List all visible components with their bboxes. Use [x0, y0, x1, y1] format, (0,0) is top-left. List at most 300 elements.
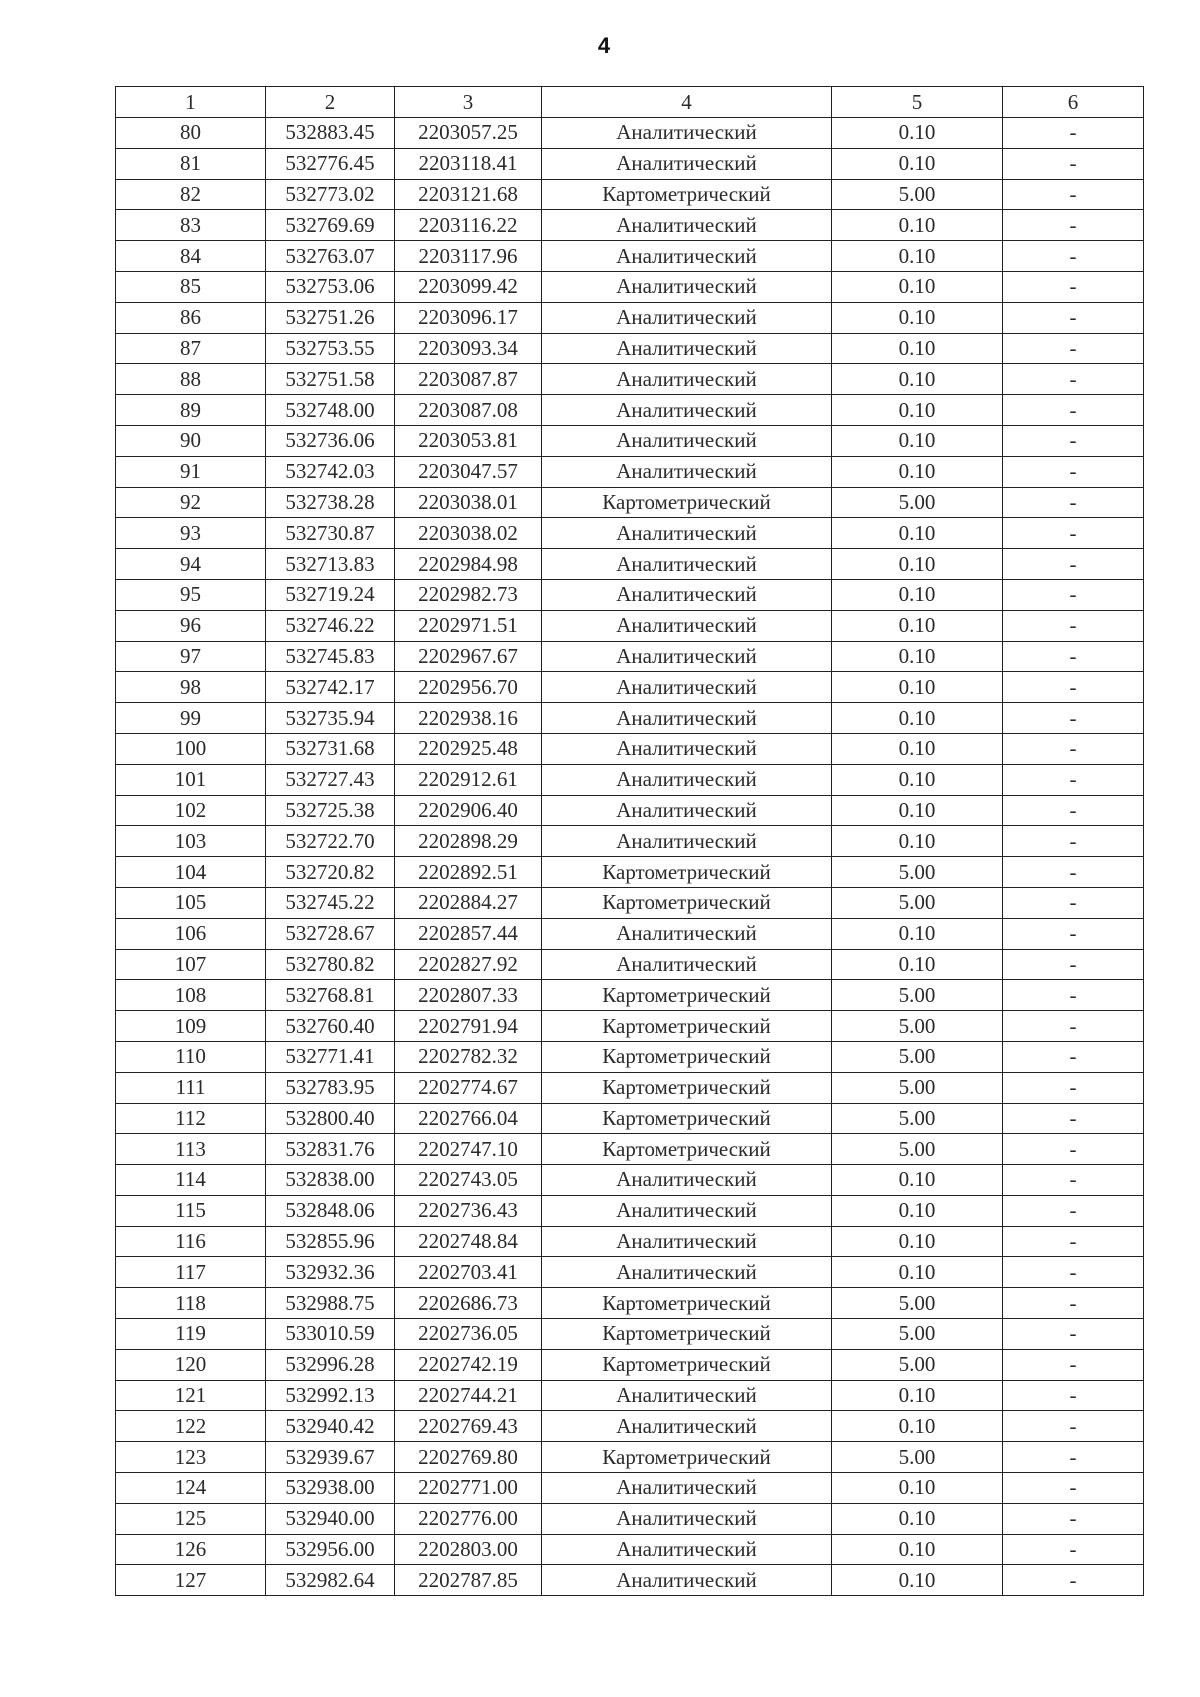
table-row: [116, 364, 1144, 395]
note-cell: -: [1003, 1503, 1144, 1534]
accuracy-cell: 0.10: [832, 364, 1003, 395]
accuracy-cell: 0.10: [832, 610, 1003, 641]
point-number-cell: 80: [116, 118, 266, 149]
table-row: [116, 302, 1144, 333]
x-coordinate-cell: 532940.00: [266, 1503, 395, 1534]
accuracy-cell: 5.00: [832, 487, 1003, 518]
x-coordinate-cell: 532760.40: [266, 1011, 395, 1042]
x-coordinate-cell: 532751.26: [266, 302, 395, 333]
x-coordinate-cell: 532992.13: [266, 1380, 395, 1411]
table-row: [116, 1041, 1144, 1072]
point-number-cell: 115: [116, 1195, 266, 1226]
table-body: [116, 118, 1144, 1596]
method-cell: Аналитический: [542, 549, 832, 580]
method-cell: Аналитический: [542, 1503, 832, 1534]
note-cell: -: [1003, 1165, 1144, 1196]
y-coordinate-cell: 2203121.68: [395, 179, 542, 210]
point-number-cell: 123: [116, 1442, 266, 1473]
y-coordinate-cell: 2202912.61: [395, 764, 542, 795]
point-number-cell: 89: [116, 395, 266, 426]
accuracy-cell: 5.00: [832, 1041, 1003, 1072]
method-cell: Аналитический: [542, 610, 832, 641]
note-cell: -: [1003, 641, 1144, 672]
y-coordinate-cell: 2202925.48: [395, 733, 542, 764]
x-coordinate-cell: 532771.41: [266, 1041, 395, 1072]
y-coordinate-cell: 2202743.05: [395, 1165, 542, 1196]
table-row: [116, 1134, 1144, 1165]
accuracy-cell: 0.10: [832, 641, 1003, 672]
point-number-cell: 101: [116, 764, 266, 795]
method-cell: Аналитический: [542, 210, 832, 241]
table-row: [116, 1288, 1144, 1319]
y-coordinate-cell: 2203047.57: [395, 456, 542, 487]
x-coordinate-cell: 533010.59: [266, 1319, 395, 1350]
x-coordinate-cell: 532855.96: [266, 1226, 395, 1257]
table-row: [116, 641, 1144, 672]
table-row: [116, 549, 1144, 580]
note-cell: -: [1003, 395, 1144, 426]
point-number-cell: 113: [116, 1134, 266, 1165]
table-row: [116, 1226, 1144, 1257]
x-coordinate-cell: 532751.58: [266, 364, 395, 395]
note-cell: -: [1003, 364, 1144, 395]
note-cell: -: [1003, 1442, 1144, 1473]
y-coordinate-cell: 2202686.73: [395, 1288, 542, 1319]
accuracy-cell: 0.10: [832, 1411, 1003, 1442]
method-cell: Аналитический: [542, 1257, 832, 1288]
point-number-cell: 92: [116, 487, 266, 518]
table-row: [116, 610, 1144, 641]
y-coordinate-cell: 2203038.01: [395, 487, 542, 518]
x-coordinate-cell: 532728.67: [266, 918, 395, 949]
note-cell: -: [1003, 703, 1144, 734]
method-cell: Картометрический: [542, 1134, 832, 1165]
note-cell: -: [1003, 857, 1144, 888]
point-number-cell: 95: [116, 579, 266, 610]
table-row: [116, 271, 1144, 302]
point-number-cell: 108: [116, 980, 266, 1011]
accuracy-cell: 5.00: [832, 1011, 1003, 1042]
method-cell: Аналитический: [542, 1411, 832, 1442]
accuracy-cell: 5.00: [832, 1103, 1003, 1134]
note-cell: -: [1003, 1103, 1144, 1134]
column-header: 3: [395, 87, 542, 118]
point-number-cell: 116: [116, 1226, 266, 1257]
note-cell: -: [1003, 672, 1144, 703]
column-header: 4: [542, 87, 832, 118]
point-number-cell: 84: [116, 241, 266, 272]
method-cell: Аналитический: [542, 918, 832, 949]
method-cell: Аналитический: [542, 1380, 832, 1411]
note-cell: -: [1003, 1565, 1144, 1596]
x-coordinate-cell: 532769.69: [266, 210, 395, 241]
accuracy-cell: 0.10: [832, 1565, 1003, 1596]
table-row: [116, 179, 1144, 210]
y-coordinate-cell: 2202857.44: [395, 918, 542, 949]
y-coordinate-cell: 2202769.43: [395, 1411, 542, 1442]
table-row: [116, 456, 1144, 487]
x-coordinate-cell: 532940.42: [266, 1411, 395, 1442]
method-cell: Картометрический: [542, 179, 832, 210]
accuracy-cell: 0.10: [832, 425, 1003, 456]
note-cell: -: [1003, 179, 1144, 210]
note-cell: -: [1003, 1288, 1144, 1319]
y-coordinate-cell: 2202906.40: [395, 795, 542, 826]
y-coordinate-cell: 2202892.51: [395, 857, 542, 888]
point-number-cell: 100: [116, 733, 266, 764]
y-coordinate-cell: 2203053.81: [395, 425, 542, 456]
point-number-cell: 119: [116, 1319, 266, 1350]
table-row: [116, 1195, 1144, 1226]
y-coordinate-cell: 2203116.22: [395, 210, 542, 241]
point-number-cell: 118: [116, 1288, 266, 1319]
note-cell: -: [1003, 425, 1144, 456]
x-coordinate-cell: 532753.55: [266, 333, 395, 364]
method-cell: Аналитический: [542, 1473, 832, 1504]
note-cell: -: [1003, 1380, 1144, 1411]
accuracy-cell: 5.00: [832, 887, 1003, 918]
table-row: [116, 1349, 1144, 1380]
note-cell: -: [1003, 579, 1144, 610]
table-row: [116, 1565, 1144, 1596]
point-number-cell: 126: [116, 1534, 266, 1565]
note-cell: -: [1003, 118, 1144, 149]
method-cell: Аналитический: [542, 302, 832, 333]
point-number-cell: 96: [116, 610, 266, 641]
y-coordinate-cell: 2202748.84: [395, 1226, 542, 1257]
accuracy-cell: 0.10: [832, 456, 1003, 487]
accuracy-cell: 0.10: [832, 703, 1003, 734]
method-cell: Аналитический: [542, 364, 832, 395]
method-cell: Картометрический: [542, 1011, 832, 1042]
x-coordinate-cell: 532831.76: [266, 1134, 395, 1165]
accuracy-cell: 0.10: [832, 1226, 1003, 1257]
table-row: [116, 1534, 1144, 1565]
method-cell: Аналитический: [542, 733, 832, 764]
table-row: [116, 826, 1144, 857]
accuracy-cell: 0.10: [832, 733, 1003, 764]
table-row: [116, 764, 1144, 795]
table-row: [116, 887, 1144, 918]
note-cell: -: [1003, 980, 1144, 1011]
accuracy-cell: 0.10: [832, 764, 1003, 795]
x-coordinate-cell: 532745.22: [266, 887, 395, 918]
y-coordinate-cell: 2202982.73: [395, 579, 542, 610]
point-number-cell: 106: [116, 918, 266, 949]
table-row: [116, 1257, 1144, 1288]
column-header: 1: [116, 87, 266, 118]
y-coordinate-cell: 2202742.19: [395, 1349, 542, 1380]
point-number-cell: 90: [116, 425, 266, 456]
y-coordinate-cell: 2202766.04: [395, 1103, 542, 1134]
note-cell: -: [1003, 1041, 1144, 1072]
note-cell: -: [1003, 826, 1144, 857]
y-coordinate-cell: 2202787.85: [395, 1565, 542, 1596]
x-coordinate-cell: 532763.07: [266, 241, 395, 272]
x-coordinate-cell: 532939.67: [266, 1442, 395, 1473]
method-cell: Картометрический: [542, 1442, 832, 1473]
x-coordinate-cell: 532838.00: [266, 1165, 395, 1196]
table-row: [116, 733, 1144, 764]
note-cell: -: [1003, 1473, 1144, 1504]
table-row: [116, 795, 1144, 826]
note-cell: -: [1003, 271, 1144, 302]
x-coordinate-cell: 532996.28: [266, 1349, 395, 1380]
point-number-cell: 111: [116, 1072, 266, 1103]
table-row: [116, 1319, 1144, 1350]
table-row: [116, 1411, 1144, 1442]
table-row: [116, 1380, 1144, 1411]
x-coordinate-cell: 532768.81: [266, 980, 395, 1011]
method-cell: Аналитический: [542, 425, 832, 456]
y-coordinate-cell: 2202782.32: [395, 1041, 542, 1072]
method-cell: Аналитический: [542, 333, 832, 364]
x-coordinate-cell: 532780.82: [266, 949, 395, 980]
accuracy-cell: 0.10: [832, 826, 1003, 857]
x-coordinate-cell: 532753.06: [266, 271, 395, 302]
note-cell: -: [1003, 1134, 1144, 1165]
table-row: [116, 1442, 1144, 1473]
x-coordinate-cell: 532720.82: [266, 857, 395, 888]
method-cell: Аналитический: [542, 241, 832, 272]
table-row: [116, 210, 1144, 241]
method-cell: Аналитический: [542, 672, 832, 703]
table-row: [116, 395, 1144, 426]
point-number-cell: 110: [116, 1041, 266, 1072]
accuracy-cell: 5.00: [832, 1349, 1003, 1380]
note-cell: -: [1003, 1226, 1144, 1257]
table-row: [116, 518, 1144, 549]
point-number-cell: 121: [116, 1380, 266, 1411]
note-cell: -: [1003, 1349, 1144, 1380]
x-coordinate-cell: 532938.00: [266, 1473, 395, 1504]
point-number-cell: 86: [116, 302, 266, 333]
note-cell: -: [1003, 1411, 1144, 1442]
note-cell: -: [1003, 241, 1144, 272]
method-cell: Аналитический: [542, 395, 832, 426]
header-row: [116, 87, 1144, 118]
accuracy-cell: 0.10: [832, 1503, 1003, 1534]
accuracy-cell: 0.10: [832, 1165, 1003, 1196]
y-coordinate-cell: 2202769.80: [395, 1442, 542, 1473]
note-cell: -: [1003, 518, 1144, 549]
point-number-cell: 94: [116, 549, 266, 580]
column-header: 2: [266, 87, 395, 118]
x-coordinate-cell: 532746.22: [266, 610, 395, 641]
y-coordinate-cell: 2203038.02: [395, 518, 542, 549]
accuracy-cell: 5.00: [832, 1072, 1003, 1103]
point-number-cell: 124: [116, 1473, 266, 1504]
table-row: [116, 857, 1144, 888]
y-coordinate-cell: 2202956.70: [395, 672, 542, 703]
y-coordinate-cell: 2202827.92: [395, 949, 542, 980]
x-coordinate-cell: 532748.00: [266, 395, 395, 426]
accuracy-cell: 5.00: [832, 980, 1003, 1011]
table-row: [116, 241, 1144, 272]
accuracy-cell: 0.10: [832, 395, 1003, 426]
y-coordinate-cell: 2202791.94: [395, 1011, 542, 1042]
point-number-cell: 114: [116, 1165, 266, 1196]
y-coordinate-cell: 2202967.67: [395, 641, 542, 672]
x-coordinate-cell: 532725.38: [266, 795, 395, 826]
method-cell: Картометрический: [542, 1288, 832, 1319]
point-number-cell: 102: [116, 795, 266, 826]
accuracy-cell: 5.00: [832, 179, 1003, 210]
y-coordinate-cell: 2202774.67: [395, 1072, 542, 1103]
x-coordinate-cell: 532713.83: [266, 549, 395, 580]
y-coordinate-cell: 2202744.21: [395, 1380, 542, 1411]
table-row: [116, 672, 1144, 703]
y-coordinate-cell: 2203118.41: [395, 148, 542, 179]
method-cell: Аналитический: [542, 795, 832, 826]
accuracy-cell: 0.10: [832, 210, 1003, 241]
y-coordinate-cell: 2203096.17: [395, 302, 542, 333]
accuracy-cell: 0.10: [832, 518, 1003, 549]
point-number-cell: 105: [116, 887, 266, 918]
y-coordinate-cell: 2202971.51: [395, 610, 542, 641]
method-cell: Аналитический: [542, 271, 832, 302]
x-coordinate-cell: 532727.43: [266, 764, 395, 795]
x-coordinate-cell: 532982.64: [266, 1565, 395, 1596]
method-cell: Аналитический: [542, 579, 832, 610]
note-cell: -: [1003, 1072, 1144, 1103]
point-number-cell: 91: [116, 456, 266, 487]
y-coordinate-cell: 2202984.98: [395, 549, 542, 580]
y-coordinate-cell: 2202703.41: [395, 1257, 542, 1288]
x-coordinate-cell: 532773.02: [266, 179, 395, 210]
point-number-cell: 107: [116, 949, 266, 980]
accuracy-cell: 5.00: [832, 857, 1003, 888]
table-row: [116, 1103, 1144, 1134]
accuracy-cell: 0.10: [832, 579, 1003, 610]
table-row: [116, 1503, 1144, 1534]
y-coordinate-cell: 2202736.43: [395, 1195, 542, 1226]
x-coordinate-cell: 532735.94: [266, 703, 395, 734]
x-coordinate-cell: 532730.87: [266, 518, 395, 549]
x-coordinate-cell: 532719.24: [266, 579, 395, 610]
note-cell: -: [1003, 1534, 1144, 1565]
accuracy-cell: 0.10: [832, 918, 1003, 949]
accuracy-cell: 0.10: [832, 672, 1003, 703]
point-number-cell: 98: [116, 672, 266, 703]
method-cell: Картометрический: [542, 857, 832, 888]
table-row: [116, 980, 1144, 1011]
y-coordinate-cell: 2202898.29: [395, 826, 542, 857]
note-cell: -: [1003, 333, 1144, 364]
y-coordinate-cell: 2202776.00: [395, 1503, 542, 1534]
note-cell: -: [1003, 1195, 1144, 1226]
accuracy-cell: 0.10: [832, 1473, 1003, 1504]
x-coordinate-cell: 532988.75: [266, 1288, 395, 1319]
accuracy-cell: 5.00: [832, 1288, 1003, 1319]
method-cell: Аналитический: [542, 518, 832, 549]
x-coordinate-cell: 532742.03: [266, 456, 395, 487]
method-cell: Аналитический: [542, 118, 832, 149]
note-cell: -: [1003, 1319, 1144, 1350]
table-row: [116, 703, 1144, 734]
note-cell: -: [1003, 148, 1144, 179]
x-coordinate-cell: 532731.68: [266, 733, 395, 764]
table-row: [116, 1072, 1144, 1103]
point-number-cell: 125: [116, 1503, 266, 1534]
y-coordinate-cell: 2202938.16: [395, 703, 542, 734]
note-cell: -: [1003, 795, 1144, 826]
method-cell: Аналитический: [542, 1195, 832, 1226]
accuracy-cell: 0.10: [832, 333, 1003, 364]
note-cell: -: [1003, 610, 1144, 641]
method-cell: Картометрический: [542, 487, 832, 518]
y-coordinate-cell: 2202884.27: [395, 887, 542, 918]
accuracy-cell: 5.00: [832, 1134, 1003, 1165]
point-number-cell: 122: [116, 1411, 266, 1442]
point-number-cell: 120: [116, 1349, 266, 1380]
note-cell: -: [1003, 764, 1144, 795]
note-cell: -: [1003, 456, 1144, 487]
accuracy-cell: 5.00: [832, 1319, 1003, 1350]
note-cell: -: [1003, 918, 1144, 949]
accuracy-cell: 0.10: [832, 1534, 1003, 1565]
accuracy-cell: 0.10: [832, 1380, 1003, 1411]
method-cell: Аналитический: [542, 949, 832, 980]
accuracy-cell: 0.10: [832, 241, 1003, 272]
table-row: [116, 1473, 1144, 1504]
y-coordinate-cell: 2202807.33: [395, 980, 542, 1011]
y-coordinate-cell: 2203087.08: [395, 395, 542, 426]
y-coordinate-cell: 2203093.34: [395, 333, 542, 364]
accuracy-cell: 5.00: [832, 1442, 1003, 1473]
table-row: [116, 148, 1144, 179]
method-cell: Аналитический: [542, 456, 832, 487]
note-cell: -: [1003, 949, 1144, 980]
y-coordinate-cell: 2202736.05: [395, 1319, 542, 1350]
y-coordinate-cell: 2203057.25: [395, 118, 542, 149]
accuracy-cell: 0.10: [832, 271, 1003, 302]
x-coordinate-cell: 532738.28: [266, 487, 395, 518]
column-header: 5: [832, 87, 1003, 118]
method-cell: Картометрический: [542, 1349, 832, 1380]
method-cell: Картометрический: [542, 887, 832, 918]
x-coordinate-cell: 532776.45: [266, 148, 395, 179]
note-cell: -: [1003, 487, 1144, 518]
point-number-cell: 85: [116, 271, 266, 302]
method-cell: Аналитический: [542, 703, 832, 734]
method-cell: Картометрический: [542, 1103, 832, 1134]
point-number-cell: 99: [116, 703, 266, 734]
x-coordinate-cell: 532932.36: [266, 1257, 395, 1288]
table-row: [116, 949, 1144, 980]
method-cell: Аналитический: [542, 1165, 832, 1196]
table-row: [116, 333, 1144, 364]
method-cell: Картометрический: [542, 1072, 832, 1103]
x-coordinate-cell: 532848.06: [266, 1195, 395, 1226]
table-row: [116, 1011, 1144, 1042]
y-coordinate-cell: 2202803.00: [395, 1534, 542, 1565]
point-number-cell: 82: [116, 179, 266, 210]
method-cell: Аналитический: [542, 148, 832, 179]
method-cell: Аналитический: [542, 641, 832, 672]
x-coordinate-cell: 532883.45: [266, 118, 395, 149]
point-number-cell: 117: [116, 1257, 266, 1288]
column-header: 6: [1003, 87, 1144, 118]
point-number-cell: 104: [116, 857, 266, 888]
table-row: [116, 118, 1144, 149]
y-coordinate-cell: 2203099.42: [395, 271, 542, 302]
x-coordinate-cell: 532783.95: [266, 1072, 395, 1103]
note-cell: -: [1003, 302, 1144, 333]
y-coordinate-cell: 2203117.96: [395, 241, 542, 272]
point-number-cell: 93: [116, 518, 266, 549]
method-cell: Картометрический: [542, 1319, 832, 1350]
